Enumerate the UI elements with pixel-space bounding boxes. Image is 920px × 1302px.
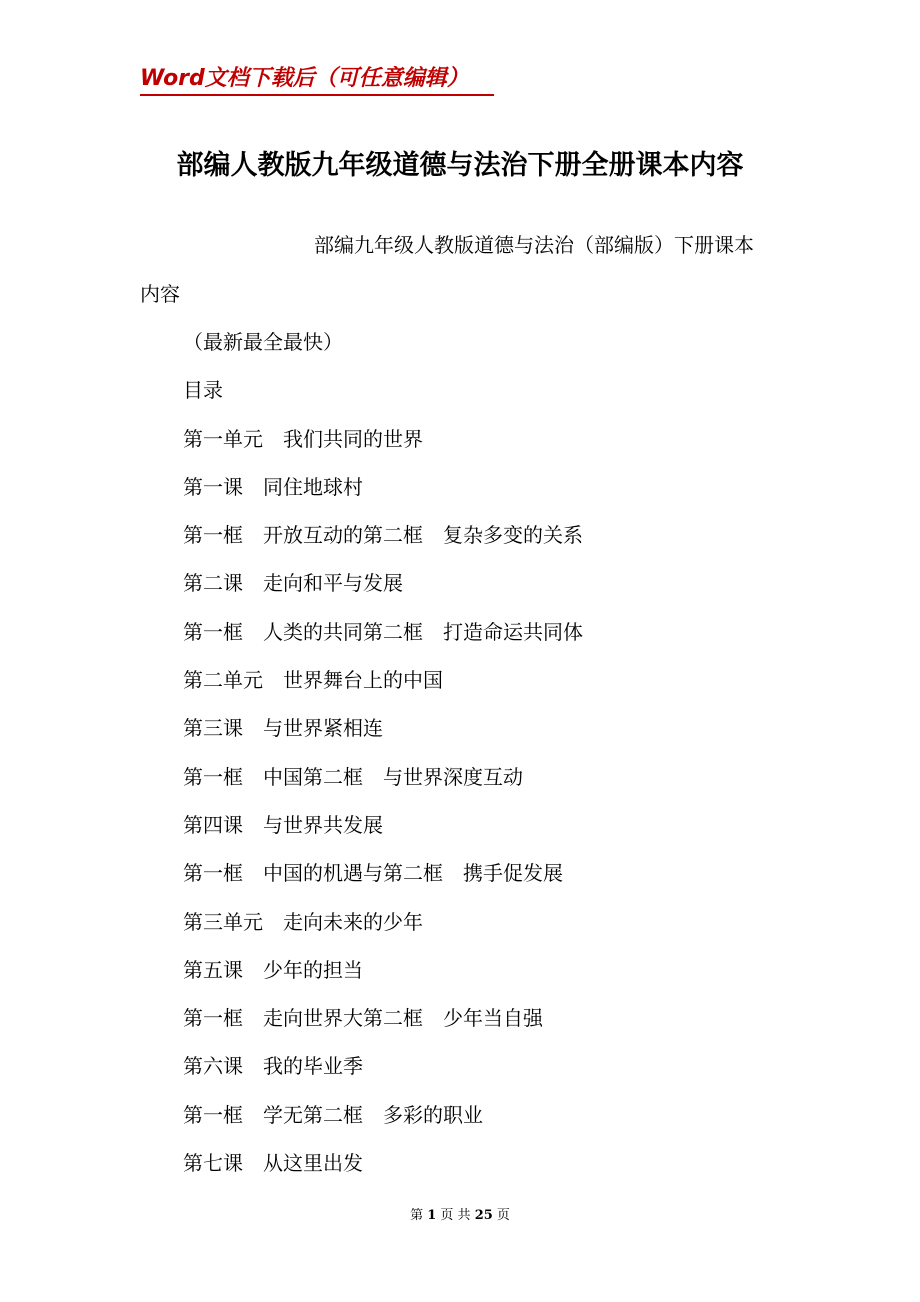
toc-line: 第五课 少年的担当 [183,957,363,982]
footer-page-number: 1 [427,1208,437,1223]
footer-suffix: 页 [496,1208,510,1223]
toc-line: 第一框 中国第二框 与世界深度互动 [183,764,523,789]
toc-line: 第一框 走向世界大第二框 少年当自强 [183,1006,543,1031]
toc-line: 第一框 学无第二框 多彩的职业 [183,1102,483,1127]
toc-line: 目录 [183,378,223,403]
page-footer [0,1206,920,1226]
document-title: 部编人教版九年级道德与法治下册全册课本内容 [176,150,744,181]
subtitle-line-1: 部编九年级人教版道德与法治（部编版）下册课本 [314,233,754,257]
toc-line: 第三单元 走向未来的少年 [183,909,423,934]
toc-line: 第四课 与世界共发展 [183,812,383,837]
header-banner [140,64,494,96]
toc-line: 第二单元 世界舞台上的中国 [183,668,443,693]
table-of-contents [183,327,583,1196]
toc-line: （最新最全最快） [183,330,343,354]
footer-total-pages: 25 [474,1208,493,1223]
footer-prefix: 第 [410,1208,424,1223]
toc-line: 第一框 人类的共同第二框 打造命运共同体 [183,619,583,644]
toc-line: 第一单元 我们共同的世界 [183,426,423,451]
toc-line: 第三课 与世界紧相连 [183,716,383,741]
toc-line: 第二课 走向和平与发展 [183,571,403,596]
toc-line: 第一框 中国的机遇与第二框 携手促发展 [183,861,563,886]
toc-line: 第一课 同住地球村 [183,474,363,499]
toc-line: 第六课 我的毕业季 [183,1054,363,1079]
footer-middle: 页 共 [440,1208,471,1223]
toc-line: 第七课 从这里出发 [183,1151,363,1176]
subtitle-line-2: 内容 [140,282,180,306]
header-text: Word文档下载后（可任意编辑） [140,66,469,91]
toc-line: 第一框 开放互动的第二框 复杂多变的关系 [183,523,583,548]
